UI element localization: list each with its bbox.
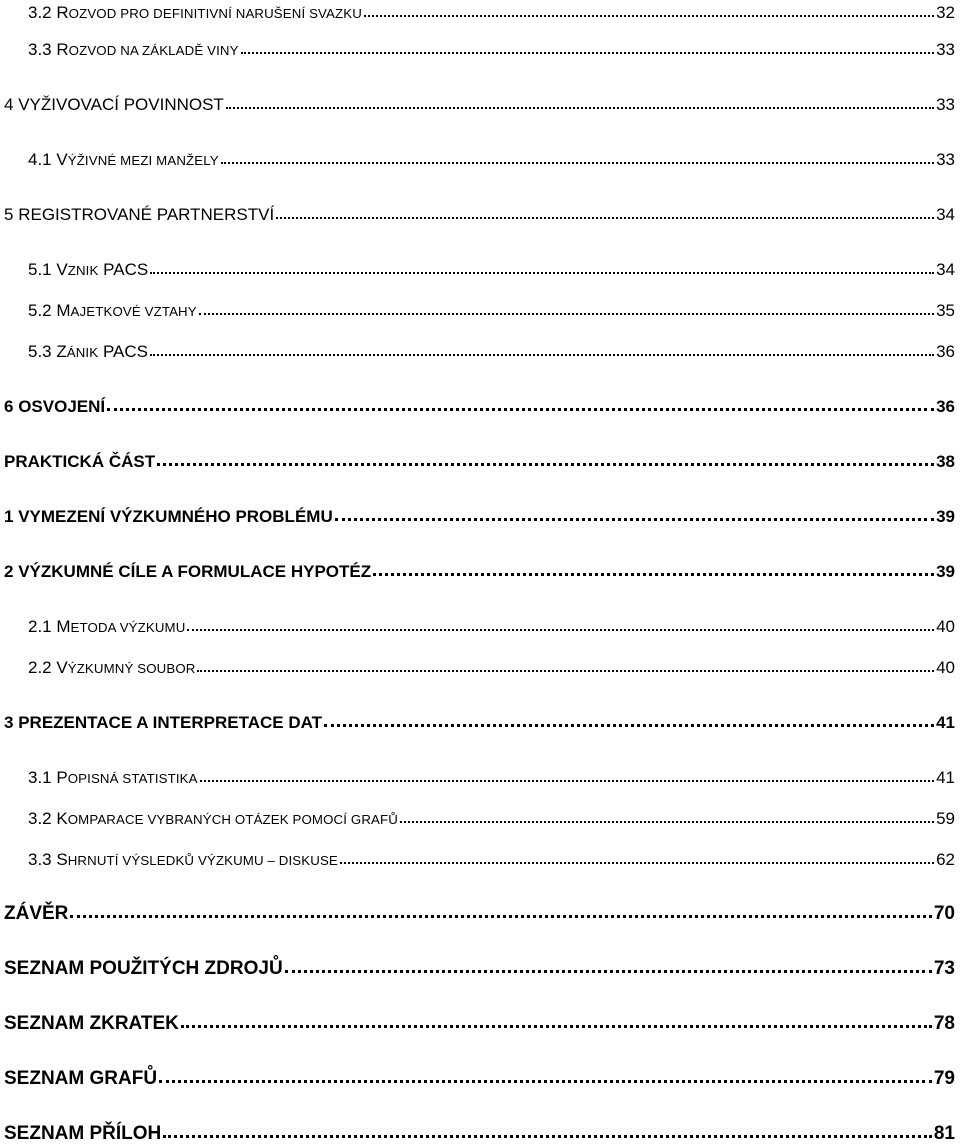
toc-entry[interactable] [4, 508, 955, 525]
toc-entry-title: SEZNAM ZKRATEK [4, 1013, 179, 1034]
toc-page-number: 59 [936, 809, 955, 828]
toc-entry[interactable] [28, 851, 955, 868]
toc-entry-title: 1 VYMEZENÍ VÝZKUMNÉHO PROBLÉMU [4, 507, 333, 526]
toc-entry-title: 2 VÝZKUMNÉ CÍLE A FORMULACE HYPOTÉZ [4, 562, 372, 581]
toc-entry-title: 3.1 POPISNÁ STATISTIKA [28, 768, 198, 787]
toc-entry[interactable] [28, 769, 955, 786]
toc-entry[interactable] [28, 343, 955, 360]
toc-entry-title: 5.3 ZÁNIK PACS [28, 342, 148, 361]
toc-page-number: 41 [936, 768, 955, 787]
toc-entry[interactable] [28, 4, 955, 21]
toc-page-number: 73 [933, 958, 955, 979]
dot-leader [364, 5, 934, 17]
dot-leader [187, 619, 934, 631]
toc-page-number: 81 [933, 1123, 955, 1144]
toc-entry-title: 3.3 ROZVOD NA ZÁKLADĚ VINY [28, 40, 239, 59]
toc-entry-title: SEZNAM GRAFŮ [4, 1068, 158, 1089]
toc-page-number: 33 [936, 40, 955, 59]
toc-entry-title: 3.2 ROZVOD PRO DEFINITIVNÍ NARUŠENÍ SVAZKU [28, 3, 362, 22]
toc-entry-title: 2.2 VÝZKUMNÝ SOUBOR [28, 658, 196, 677]
toc-entry-title: SEZNAM PŘÍLOH [4, 1123, 162, 1144]
toc-entry[interactable] [4, 1014, 955, 1033]
toc-entry-title: 5.2 MAJETKOVÉ VZTAHY [28, 301, 197, 320]
toc-entry[interactable] [4, 959, 955, 978]
toc-entry-title: ZÁVĚR [4, 903, 69, 924]
toc-entry[interactable] [28, 810, 955, 827]
toc-entry-title: SEZNAM POUŽITÝCH ZDROJŮ [4, 958, 283, 979]
toc-entry[interactable] [4, 206, 955, 223]
toc-entry-title: 3.2 KOMPARACE VYBRANÝCH OTÁZEK POMOCÍ GRAFŮ [28, 809, 398, 828]
toc-entry[interactable] [28, 151, 955, 168]
dot-leader [221, 152, 934, 164]
toc-page-number: 41 [936, 713, 955, 732]
toc-page-number: 33 [936, 95, 955, 114]
toc-entry-title: 4 VYŽIVOVACÍ POVINNOST [4, 95, 224, 114]
toc-entry[interactable] [4, 714, 955, 731]
dot-leader [285, 959, 932, 973]
dot-leader [150, 344, 934, 356]
toc-page-number: 79 [933, 1068, 955, 1089]
toc-page-number: 38 [936, 452, 955, 471]
toc-entry[interactable] [28, 659, 955, 676]
dot-leader [107, 398, 934, 411]
dot-leader [373, 563, 934, 576]
toc-page-number: 32 [936, 3, 955, 22]
toc-entry[interactable] [4, 453, 955, 470]
dot-leader [340, 852, 934, 864]
dot-leader [70, 904, 931, 918]
dot-leader [400, 811, 934, 823]
toc-entry-title: 3 PREZENTACE A INTERPRETACE DAT [4, 713, 323, 732]
toc-page-number: 34 [936, 260, 955, 279]
toc-page-number: 40 [936, 617, 955, 636]
toc-entry[interactable] [28, 261, 955, 278]
dot-leader [324, 714, 934, 727]
toc-entry[interactable] [4, 398, 955, 415]
dot-leader [163, 1124, 932, 1138]
toc-page-number: 36 [936, 342, 955, 361]
dot-leader [199, 303, 934, 315]
toc-entry-title: 5.1 VZNIK PACS [28, 260, 149, 279]
toc-page-number: 78 [933, 1013, 955, 1034]
toc-page-number: 39 [936, 562, 955, 581]
toc-entry[interactable] [4, 563, 955, 580]
dot-leader [335, 508, 934, 521]
dot-leader [226, 97, 934, 109]
toc-page-number: 39 [936, 507, 955, 526]
toc-page-number: 35 [936, 301, 955, 320]
toc-entry-title: 4.1 VÝŽIVNÉ MEZI MANŽELY [28, 150, 219, 169]
toc-entry-title: 2.1 METODA VÝZKUMU [28, 617, 186, 636]
toc-entry[interactable] [4, 904, 955, 923]
dot-leader [157, 453, 934, 466]
toc-entry[interactable] [28, 302, 955, 319]
dot-leader [181, 1014, 932, 1028]
dot-leader [159, 1069, 932, 1083]
toc-entry-title: PRAKTICKÁ ČÁST [4, 452, 156, 471]
toc-entry-title: 6 OSVOJENÍ [4, 397, 106, 416]
toc-page-number: 70 [933, 903, 955, 924]
dot-leader [276, 207, 934, 219]
toc-entry-title: 5 REGISTROVANÉ PARTNERSTVÍ [4, 205, 275, 224]
toc-page-number: 33 [936, 150, 955, 169]
toc-entry[interactable] [28, 618, 955, 635]
toc-entry[interactable] [4, 1124, 955, 1143]
toc-page-number: 36 [936, 397, 955, 416]
dot-leader [150, 262, 934, 274]
dot-leader [241, 42, 934, 54]
dot-leader [200, 770, 934, 782]
toc-page-number: 40 [936, 658, 955, 677]
toc-page-number: 62 [936, 850, 955, 869]
toc-entry[interactable] [4, 96, 955, 113]
toc-entry[interactable] [4, 1069, 955, 1088]
toc-page-number: 34 [936, 205, 955, 224]
toc-entry[interactable] [28, 41, 955, 58]
toc-entry-title: 3.3 SHRNUTÍ VÝSLEDKŮ VÝZKUMU – DISKUSE [28, 850, 338, 869]
dot-leader [197, 660, 934, 672]
